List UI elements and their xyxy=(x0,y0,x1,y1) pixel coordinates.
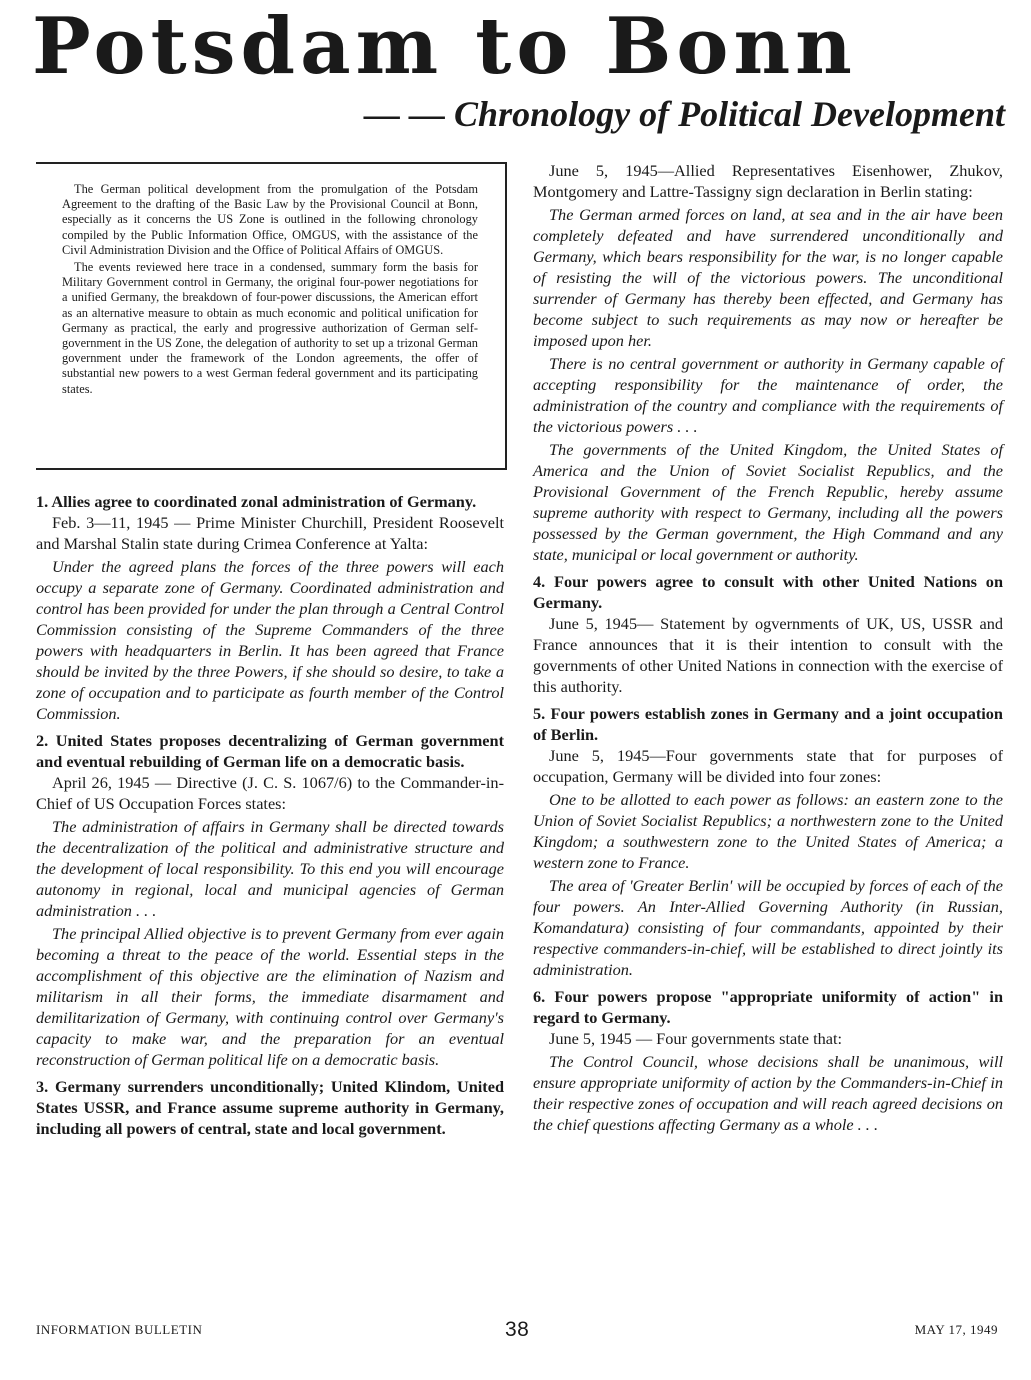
footer-page-number: 38 xyxy=(505,1318,530,1341)
page-subtitle: — — Chronology of Political Development xyxy=(364,94,1005,134)
left-column xyxy=(36,487,504,1139)
section-text: April 26, 1945 — Directive (J. C. S. 1067/6) to the Commander-in-Chief of US Occupation Forces states: xyxy=(36,773,504,813)
section-text: Feb. 3—11, 1945 — Prime Minister Churchill, President Roosevelt and Marshal Stalin state during Crimea Conference at Yalta: xyxy=(36,513,504,553)
section-heading: 6. Four powers propose "appropriate uniformity of action" in regard to Germany. xyxy=(533,987,1003,1027)
section-text: June 5, 1945—Allied Representatives Eisenhower, Zhukov, Montgomery and Lattre-Tassigny sign declaration in Berlin stating: xyxy=(533,161,1003,201)
intro-text xyxy=(62,182,478,399)
footer-date: MAY 17, 1949 xyxy=(914,1322,998,1337)
section-quote: The German armed forces on land, at sea and in the air have been completely defeated and have surrendered unconditionally and Germany, which bears responsibility for the war, is no longer capable of resisting the will of the victorious powers. The unconditional surrender of Germany has thereby been effected, and Germany has become subject to such requirements as may now or hereafter be imposed upon her. xyxy=(533,205,1003,350)
section-quote: The area of 'Greater Berlin' will be occupied by forces of each of the four powers. An Inter-Allied Governing Authority (in Russian, Komandatura) consisting of four commandants, appointed by their respective commanders-in-chief, will be established to direct jointly its administration. xyxy=(533,876,1003,979)
section-quote: The principal Allied objective is to prevent Germany from ever again becoming a threat to the peace of the world. Essential steps in the accomplishment of this objective are the elimination of Nazism and militarism in all their forms, the immediate disarmament and demilitarization of Germany, with continuing control over Germany's capacity to make war, and the preparation for an eventual reconstruction of German political life on a democratic basis. xyxy=(36,924,504,1069)
page-title: Potsdam to Bonn xyxy=(32,1,857,92)
section-quote: The Control Council, whose decisions shall be unanimous, will ensure appropriate uniformity of action by the Commanders-in-Chief in their respective zones of occupation and will reach agreed decisions on the chief questions affecting Germany as a whole . . . xyxy=(533,1052,1003,1134)
section-text: June 5, 1945— Statement by ogvernments of UK, US, USSR and France announces that it is their intention to consult with the governments of other United Nations in connection with the exercise of this authority. xyxy=(533,614,1003,696)
section-heading: 1. Allies agree to coordinated zonal administration of Germany. xyxy=(36,492,477,511)
section-text: June 5, 1945—Four governments state that for purposes of occupation, Germany will be divided into four zones: xyxy=(533,746,1003,786)
section-heading: 2. United States proposes decentralizing of German government and eventual rebuilding of German life on a democratic basis. xyxy=(36,731,504,771)
section-quote: One to be allotted to each power as follows: an eastern zone to the Union of Soviet Socialist Republics; a northwestern zone to the United Kingdom; a southwestern zone to the United States of America; a western zone to France. xyxy=(533,790,1003,872)
section-quote: The governments of the United Kingdom, the United States of America and the Union of Soviet Socialist Republics, and the Provisional Government of the French Republic, hereby assume supreme authority with respect to Germany, including all the powers possessed by the German government, the High Command and any state, municipal or local government or authority. xyxy=(533,440,1003,564)
intro-box xyxy=(36,162,507,470)
section-heading: 4. Four powers agree to consult with other United Nations on Germany. xyxy=(533,572,1003,612)
right-column xyxy=(533,160,1003,1135)
intro-paragraph: The events reviewed here trace in a condensed, summary form the basis for Military Government control in Germany, the original four-power negotiations for a unified Germany, the breakdown of four-power discussions, the American effort as an alternative measure to obtain as much economic and political unification for Germany as practical, the early and progressive authorization of German self-government in the US Zone, the delegation of authority to set up a trizonal German government under the framework of the London agreements, the offer of substantial new powers to a west German federal government and its participating states. xyxy=(62,260,478,396)
footer-publication: INFORMATION BULLETIN xyxy=(36,1322,203,1337)
section-quote: There is no central government or authority in Germany capable of accepting responsibility for the maintenance of order, the administration of the country and compliance with the requirements of the victorious powers . . . xyxy=(533,354,1003,436)
section-text: June 5, 1945 — Four governments state that: xyxy=(549,1029,843,1048)
section-quote: The administration of affairs in Germany shall be directed towards the decentralization of the political and administrative structure and the development of local responsibility. To this end you will encourage autonomy in regional, local and municipal agencies of German administration . . . xyxy=(36,817,504,920)
section-heading: 5. Four powers establish zones in Germany and a joint occupation of Berlin. xyxy=(533,704,1003,744)
intro-paragraph: The German political development from the promulgation of the Potsdam Agreement to the drafting of the Basic Law by the Provisional Council at Bonn, especially as it concerns the US Zone is outlined in the following chronology compiled by the Public Information Office, OMGUS, with the assistance of the Civil Administration Division and the Office of Political Affairs of OMGUS. xyxy=(62,182,478,257)
section-quote: Under the agreed plans the forces of the three powers will each occupy a separate zone of Germany. Coordinated administration and control has been provided for under the plan through a Central Control Commission consisting of the Supreme Commanders of the three powers with headquarters in Berlin. It has been agreed that France should be invited by the three Powers, if she should so desire, to take a zone of occupation and to participate as fourth member of the Control Commission. xyxy=(36,557,504,723)
section-heading: 3. Germany surrenders unconditionally; United Klindom, United States USSR, and France assume supreme authority in Germany, including all powers of central, state and local government. xyxy=(36,1077,504,1138)
